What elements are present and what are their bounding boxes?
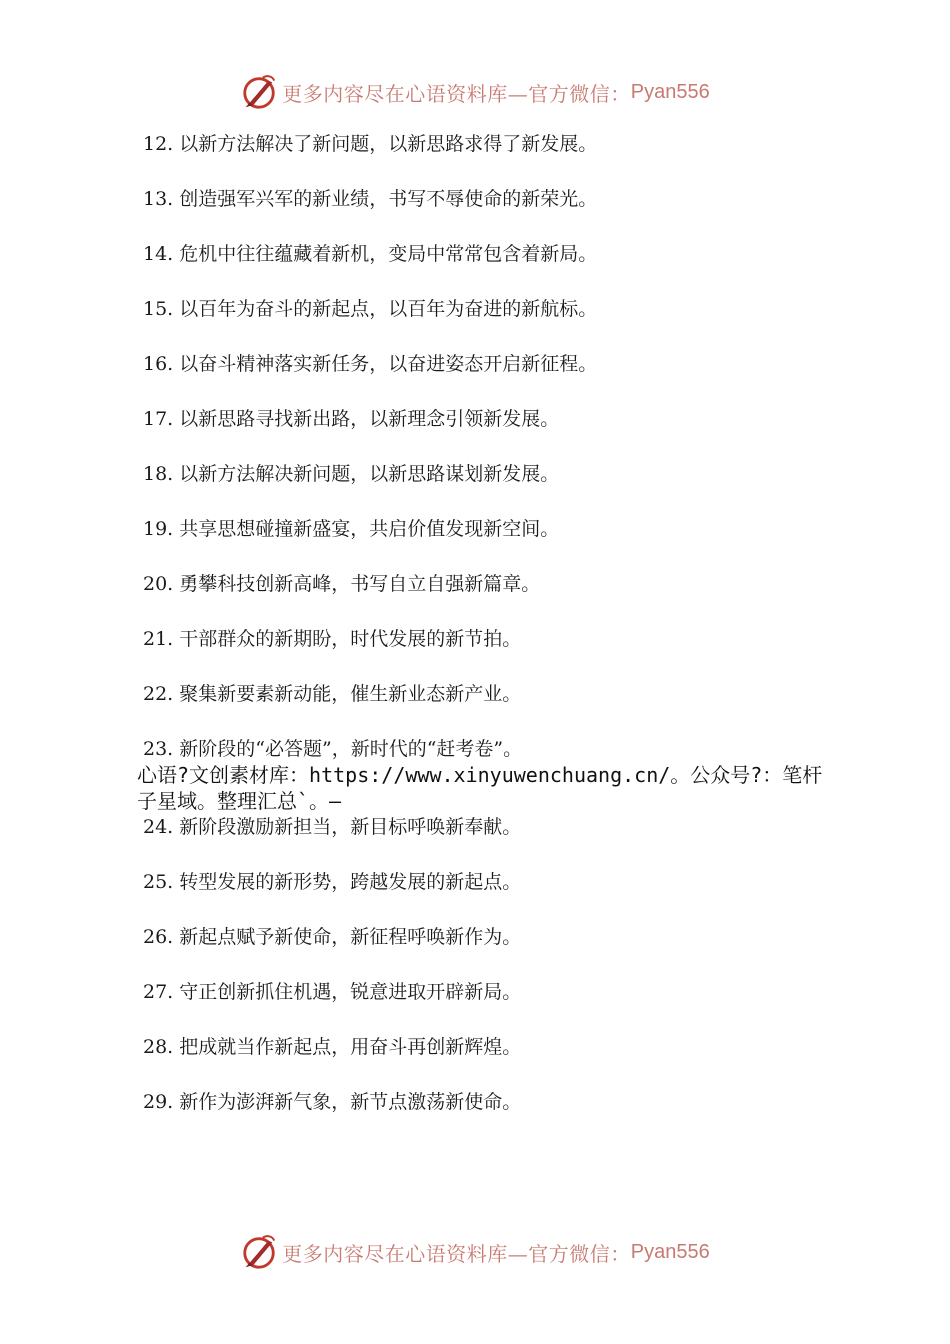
list-item: 27. 守正创新抓住机遇，锐意进取开辟新局。 — [143, 981, 522, 1003]
list-item: 14. 危机中往往蕴藏着新机，变局中常常包含着新局。 — [143, 243, 598, 265]
header-banner — [0, 70, 950, 114]
list-item: 13. 创造强军兴军的新业绩，书写不辱使命的新荣光。 — [143, 188, 598, 210]
list-item: 26. 新起点赋予新使命，新征程呼唤新作为。 — [143, 926, 522, 948]
source-watermark-text: 心语?文创素材库：https://www.xinyuwenchuang.cn/。公众号?：笔杆子星域。整理汇总`。— — [137, 763, 823, 813]
banner-text: 更多内容尽在心语资料库—官方微信： — [282, 81, 631, 106]
pen-logo-icon — [240, 73, 278, 111]
banner-wechat-id: Pyan556 — [630, 80, 710, 103]
list-item: 18. 以新方法解决新问题，以新思路谋划新发展。 — [143, 463, 560, 485]
list-item: 22. 聚集新要素新动能，催生新业态新产业。 — [143, 683, 522, 705]
list-item: 16. 以奋斗精神落实新任务，以奋进姿态开启新征程。 — [143, 353, 598, 375]
list-item: 28. 把成就当作新起点，用奋斗再创新辉煌。 — [143, 1036, 522, 1058]
list-item: 25. 转型发展的新形势，跨越发展的新起点。 — [143, 871, 522, 893]
list-item: 15. 以百年为奋斗的新起点，以百年为奋进的新航标。 — [143, 298, 598, 320]
list-item: 24. 新阶段激励新担当，新目标呼唤新奉献。 — [143, 816, 522, 838]
list-item: 21. 干部群众的新期盼，时代发展的新节拍。 — [143, 628, 522, 650]
list-item: 23. 新阶段的“必答题”，新时代的“赶考卷”。 — [143, 738, 523, 760]
banner-text: 更多内容尽在心语资料库—官方微信： — [282, 1241, 631, 1266]
list-item: 20. 勇攀科技创新高峰，书写自立自强新篇章。 — [143, 573, 541, 595]
pen-logo-icon — [240, 1233, 278, 1271]
list-item: 29. 新作为澎湃新气象，新节点激荡新使命。 — [143, 1091, 522, 1113]
footer-banner — [0, 1230, 950, 1274]
list-item: 19. 共享思想碰撞新盛宴，共启价值发现新空间。 — [143, 518, 560, 540]
list-item: 12. 以新方法解决了新问题，以新思路求得了新发展。 — [143, 133, 598, 155]
list-item: 17. 以新思路寻找新出路，以新理念引领新发展。 — [143, 408, 560, 430]
banner-wechat-id: Pyan556 — [630, 1240, 710, 1263]
